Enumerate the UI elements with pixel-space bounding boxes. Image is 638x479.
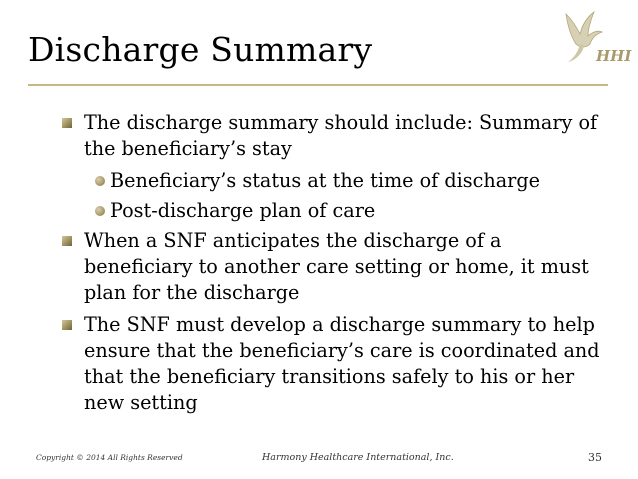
bullet-item (62, 228, 602, 306)
copyright-text: Copyright © 2014 All Rights Reserved (36, 453, 183, 462)
hhi-logo (558, 8, 632, 68)
bullet-text: Beneficiary’s status at the time of discharge (110, 169, 540, 192)
bullet-text: When a SNF anticipates the discharge of a beneficiary to another care setting or home, it must plan for the discharge (84, 229, 589, 304)
page-number: 35 (588, 451, 602, 464)
title-divider (28, 84, 608, 86)
company-name: Harmony Healthcare International, Inc. (262, 452, 454, 463)
round-bullet-icon (95, 176, 105, 186)
bullet-item (62, 110, 602, 162)
bullet-text: The discharge summary should include: Summary of the beneficiary’s stay (84, 111, 598, 160)
sub-bullet-item (62, 168, 602, 194)
bullet-list (62, 110, 602, 422)
slide-title: Discharge Summary (28, 30, 373, 69)
bullet-text: Post-discharge plan of care (110, 199, 376, 222)
square-bullet-icon (62, 118, 72, 128)
round-bullet-icon (95, 206, 105, 216)
square-bullet-icon (62, 236, 72, 246)
bullet-item (62, 312, 602, 416)
logo-text: HHI (596, 47, 632, 65)
square-bullet-icon (62, 320, 72, 330)
sub-bullet-item (62, 198, 602, 224)
bullet-text: The SNF must develop a discharge summary to help ensure that the beneficiary’s care is coordinated and that the beneficiary transitions safely to his or her new setting (84, 313, 600, 414)
